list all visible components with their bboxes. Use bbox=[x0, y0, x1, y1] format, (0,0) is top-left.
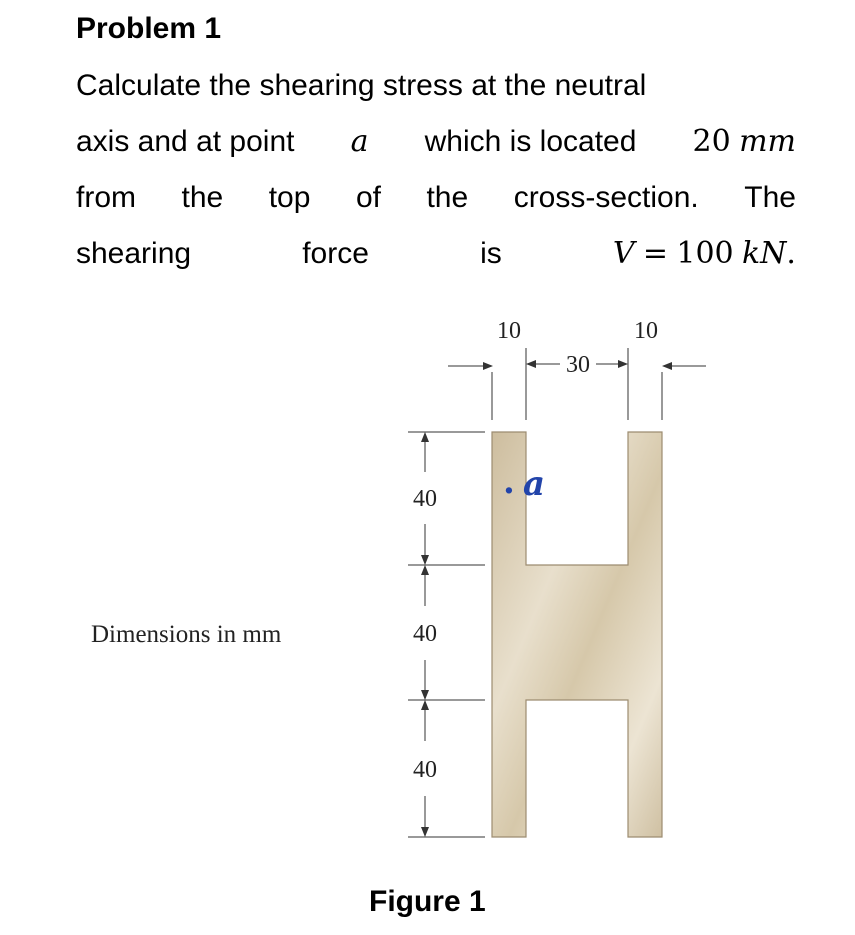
shear-force-equation bbox=[613, 226, 796, 282]
statement-text: which is located bbox=[424, 125, 637, 158]
word: the bbox=[426, 181, 469, 214]
shear-force-unit: kN bbox=[741, 236, 787, 271]
top-dim-left: 10 bbox=[497, 318, 521, 344]
side-dim-middle: 40 bbox=[413, 621, 437, 647]
h-section-shape bbox=[492, 432, 662, 837]
top-dim-right: 10 bbox=[634, 318, 658, 344]
statement-line-1 bbox=[76, 58, 796, 114]
shear-force-value: 100 bbox=[676, 236, 734, 271]
statement-line-4 bbox=[76, 226, 796, 282]
equals-sign: = bbox=[642, 236, 669, 271]
side-dim-bottom: 40 bbox=[413, 757, 437, 783]
period: . bbox=[786, 236, 796, 271]
statement-line-2 bbox=[76, 114, 796, 170]
word: The bbox=[744, 181, 796, 214]
shear-force-variable: V bbox=[612, 236, 635, 271]
top-dim-middle: 30 bbox=[566, 352, 590, 378]
distance-value: 20 bbox=[692, 124, 731, 159]
figure-caption: Figure 1 bbox=[369, 885, 486, 918]
point-a-label: a bbox=[523, 464, 546, 504]
word: cross-section. bbox=[513, 181, 699, 214]
dimensions-note: Dimensions in mm bbox=[91, 621, 282, 648]
word: from bbox=[76, 181, 136, 214]
word: is bbox=[480, 237, 502, 270]
word: the bbox=[181, 181, 224, 214]
distance-unit: mm bbox=[739, 124, 796, 159]
word: force bbox=[302, 237, 369, 270]
point-a-dot: . bbox=[503, 462, 515, 502]
point-variable: a bbox=[350, 124, 369, 159]
side-dim-top: 40 bbox=[413, 486, 437, 512]
statement-text: axis and at point bbox=[76, 125, 295, 158]
word: top bbox=[268, 181, 311, 214]
word: of bbox=[355, 181, 381, 214]
cross-section-figure bbox=[0, 300, 855, 870]
statement-line-3 bbox=[76, 170, 796, 226]
word: shearing bbox=[76, 237, 192, 270]
statement-text: Calculate the shearing stress at the neutral bbox=[76, 69, 647, 102]
problem-statement bbox=[76, 58, 796, 282]
problem-title: Problem 1 bbox=[76, 12, 222, 45]
